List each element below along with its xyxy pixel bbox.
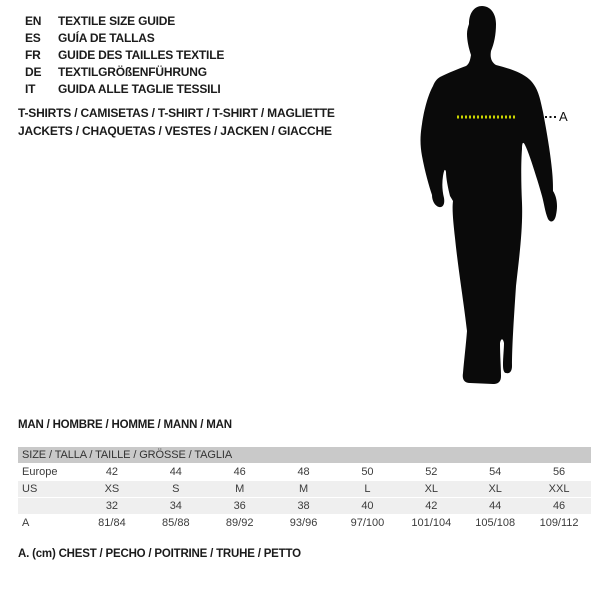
size-cell: 40 bbox=[361, 500, 374, 512]
table-row-europe bbox=[18, 464, 591, 480]
language-code: ES bbox=[25, 31, 41, 45]
size-cell: XXL bbox=[548, 483, 570, 495]
language-row bbox=[25, 13, 224, 30]
size-cell: M bbox=[298, 483, 309, 495]
language-label: TEXTILE SIZE GUIDE bbox=[58, 14, 176, 28]
size-cell: 44 bbox=[169, 466, 182, 478]
row-label: A bbox=[22, 517, 30, 529]
size-cell: 54 bbox=[489, 466, 502, 478]
chest-measure-label: A bbox=[559, 109, 568, 124]
table-row-us bbox=[18, 481, 591, 497]
size-cell: 105/108 bbox=[475, 517, 516, 529]
size-cell: 97/100 bbox=[350, 517, 385, 529]
size-cell: 42 bbox=[105, 466, 119, 478]
size-cell: 42 bbox=[425, 500, 438, 512]
gender-heading: MAN / HOMBRE / HOMME / MANN / MAN bbox=[18, 419, 232, 431]
language-label: GUÍA DE TALLAS bbox=[58, 31, 155, 45]
language-row bbox=[25, 64, 224, 81]
size-cell: M bbox=[235, 483, 245, 495]
size-cell: 101/104 bbox=[411, 517, 452, 529]
language-list bbox=[25, 13, 224, 98]
size-cell: 81/84 bbox=[98, 517, 126, 529]
size-cell: 34 bbox=[169, 500, 182, 512]
language-code: DE bbox=[25, 65, 42, 79]
size-cell: 109/112 bbox=[539, 517, 579, 529]
size-cell: XS bbox=[104, 483, 120, 495]
size-cell: 46 bbox=[552, 500, 566, 512]
size-cell: 52 bbox=[425, 466, 438, 478]
language-code: IT bbox=[25, 82, 36, 96]
language-code: FR bbox=[25, 48, 41, 62]
language-label: GUIDA ALLE TAGLIE TESSILI bbox=[58, 82, 221, 96]
table-row-numeric bbox=[18, 498, 591, 514]
row-label: Europe bbox=[22, 466, 58, 478]
size-cell: L bbox=[364, 483, 371, 495]
size-cell: 56 bbox=[552, 466, 566, 478]
size-cell: 44 bbox=[489, 500, 502, 512]
size-cell: 46 bbox=[233, 466, 246, 478]
language-code: EN bbox=[25, 14, 42, 28]
size-cell: XL bbox=[424, 483, 439, 495]
size-cell: 85/88 bbox=[162, 517, 190, 529]
product-line-jackets: JACKETS / CHAQUETAS / VESTES / JACKEN / GIACCHE bbox=[18, 123, 332, 138]
row-label: US bbox=[22, 483, 38, 495]
language-label: TEXTILGRÖßENFÜHRUNG bbox=[58, 65, 207, 79]
language-row bbox=[25, 81, 224, 98]
size-cell: XL bbox=[488, 483, 502, 495]
size-cell: 48 bbox=[297, 466, 310, 478]
size-cell: 89/92 bbox=[225, 517, 254, 529]
language-row bbox=[25, 30, 224, 47]
size-cell: 38 bbox=[297, 500, 310, 512]
language-row bbox=[25, 47, 224, 64]
row-label bbox=[18, 498, 80, 514]
man-silhouette bbox=[421, 6, 558, 384]
man-silhouette-svg bbox=[400, 0, 600, 400]
size-cell: 50 bbox=[361, 466, 374, 478]
product-line-tshirts: T-SHIRTS / CAMISETAS / T-SHIRT / T-SHIRT / MAGLIETTE bbox=[18, 106, 335, 120]
size-table bbox=[18, 447, 591, 532]
size-cell: S bbox=[172, 483, 180, 495]
size-cell: 93/96 bbox=[289, 517, 318, 529]
size-cell: 36 bbox=[233, 500, 246, 512]
size-cell: 32 bbox=[105, 500, 119, 512]
size-table-header: SIZE / TALLA / TAILLE / GRÖSSE / TAGLIA bbox=[18, 447, 591, 463]
product-types bbox=[18, 105, 335, 140]
language-label: GUIDE DES TAILLES TEXTILE bbox=[58, 48, 225, 62]
measurement-legend: A. (cm) CHEST / PECHO / POITRINE / TRUHE / PETTO bbox=[18, 548, 301, 560]
man-silhouette-figure bbox=[400, 0, 600, 400]
table-row-chest-a bbox=[18, 515, 591, 531]
